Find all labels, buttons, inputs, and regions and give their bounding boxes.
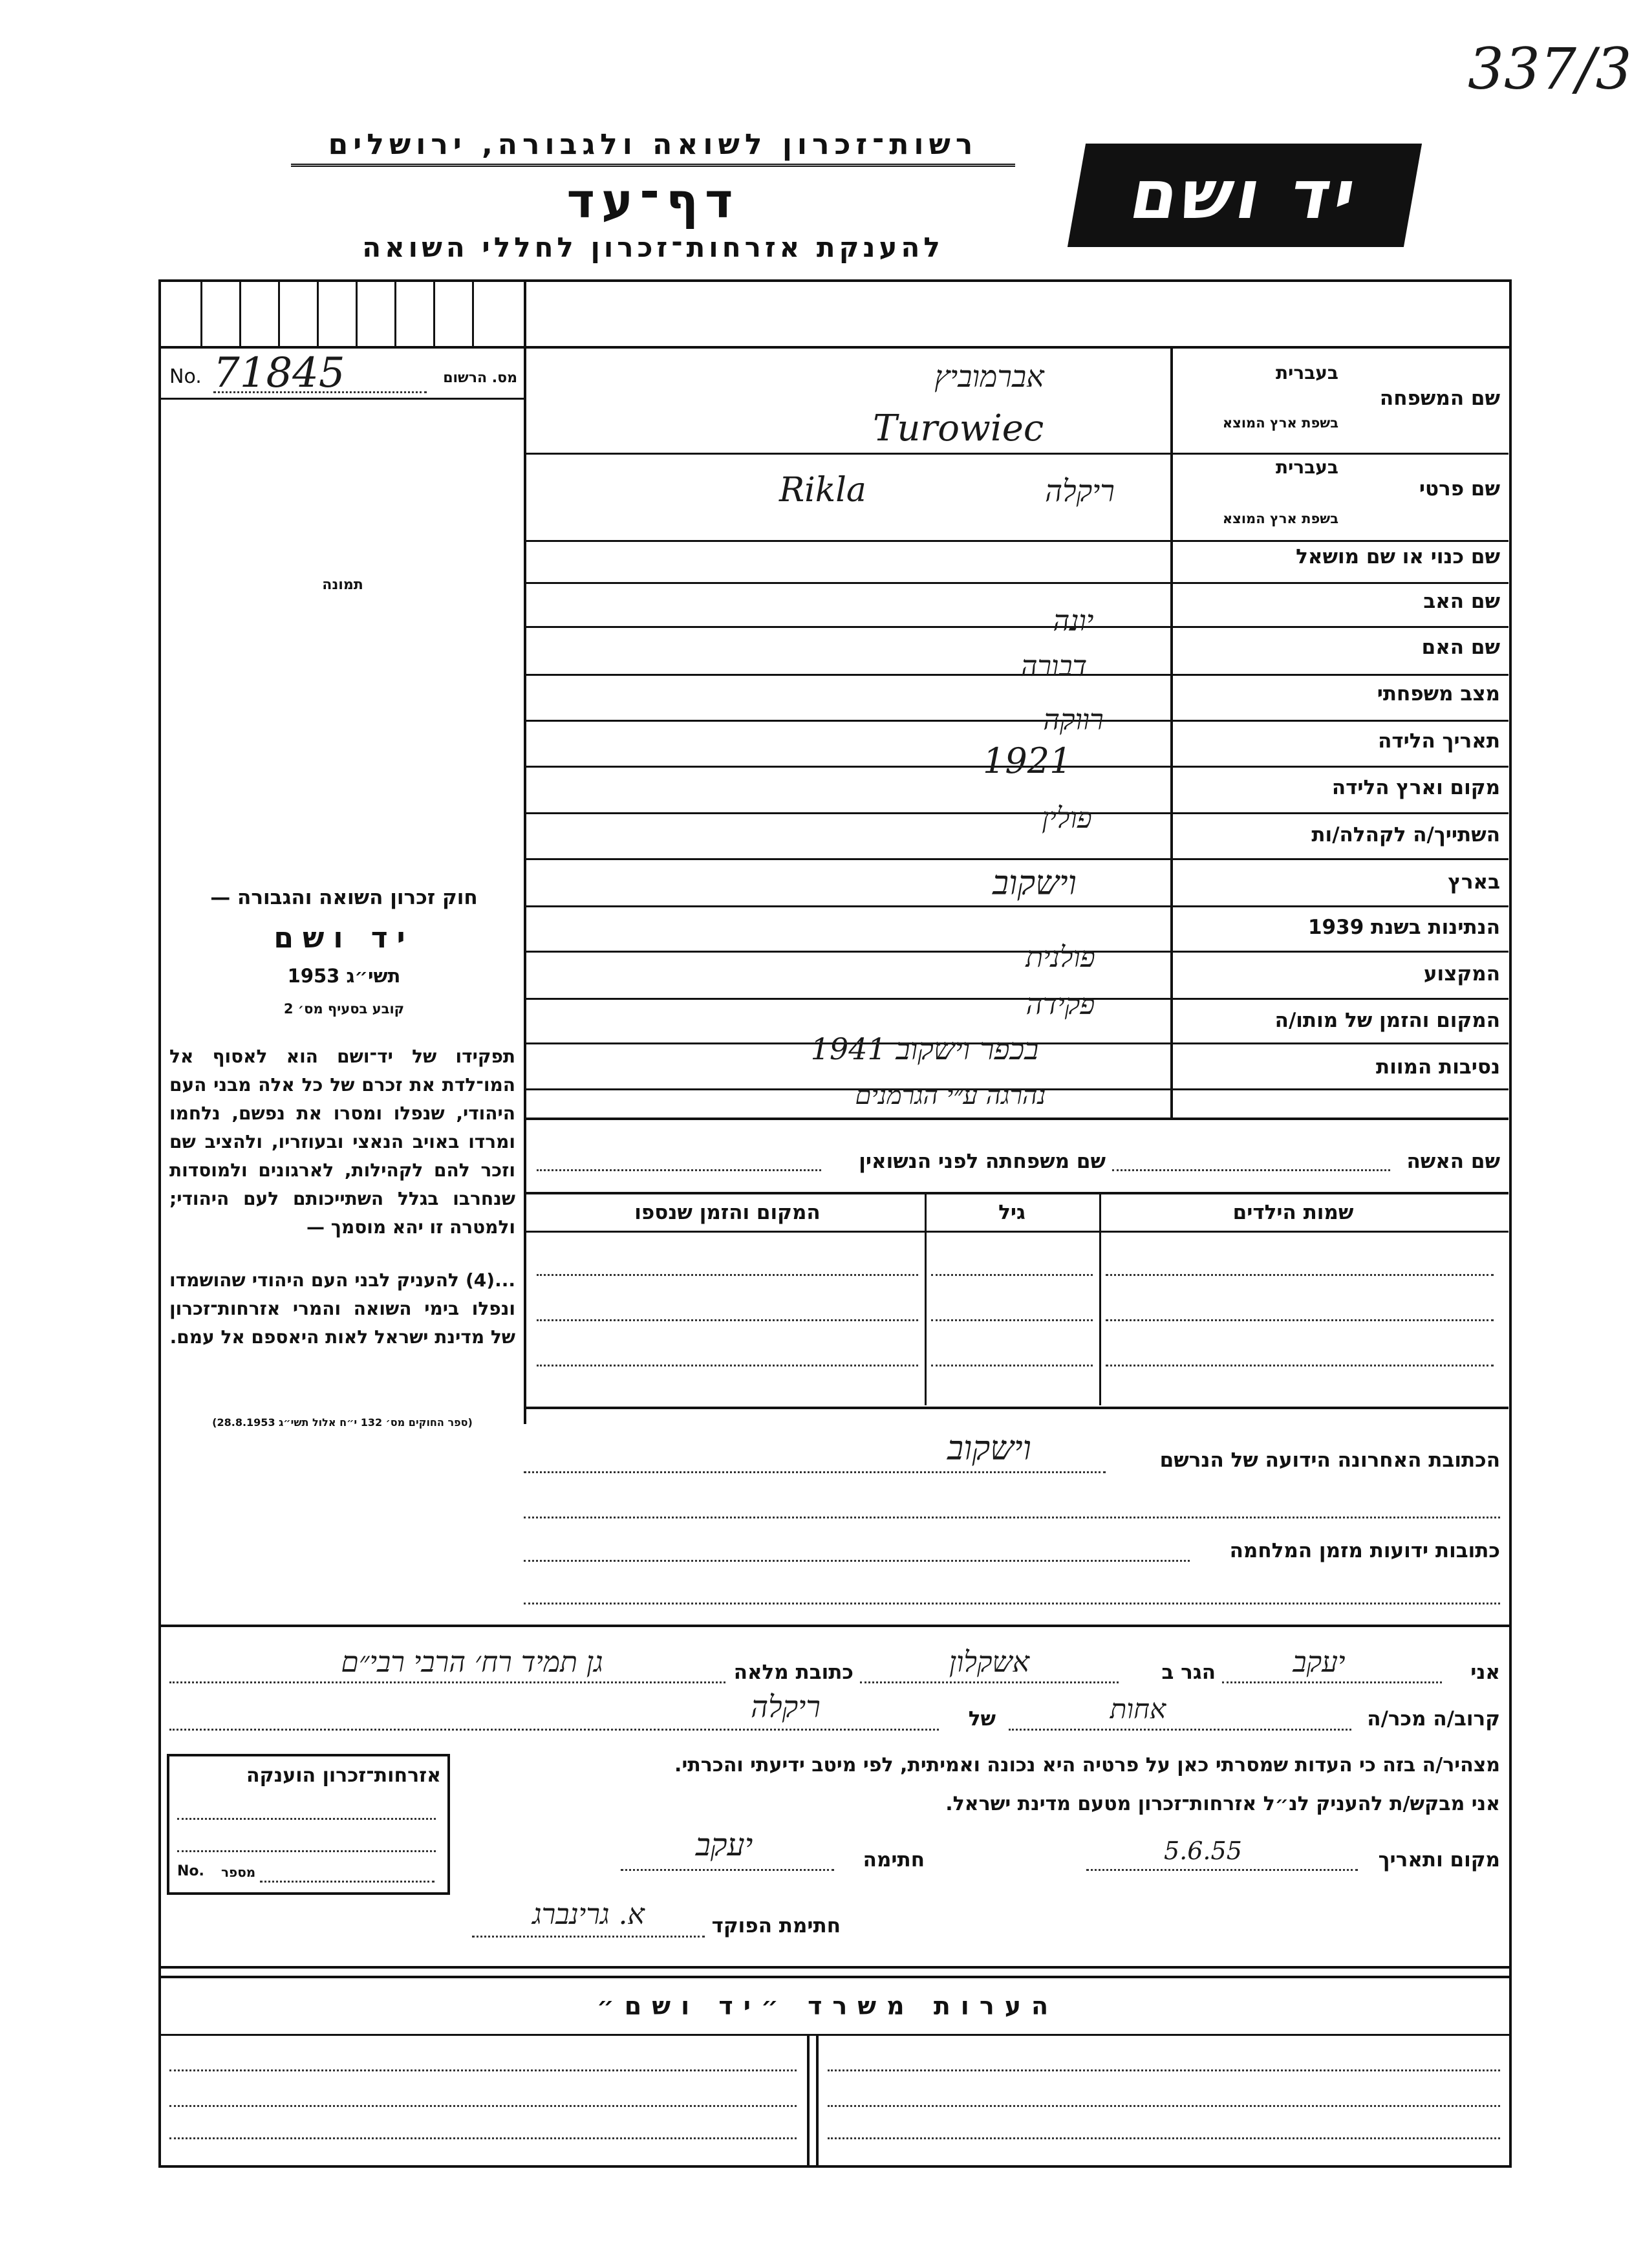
community-label: השתייך/ה לקהלה/ות xyxy=(1311,823,1500,847)
reg-cell-divider-2 xyxy=(239,279,241,346)
marital-status-label: מצב משפחתי xyxy=(1377,682,1500,706)
full-address-value: גן תמיד רח׳ הרבי רבי״ם xyxy=(341,1646,603,1679)
children-row-dots-3 xyxy=(1106,1274,1494,1276)
father-name-label: שם האב xyxy=(1423,590,1500,613)
field-label-divider xyxy=(1170,346,1173,1119)
death-circumstances-value: נהרגה ע״י הגרמנים xyxy=(855,1081,1046,1110)
registration-no-label: No. xyxy=(169,365,202,388)
children-death-header: המקום והזמן שנספו xyxy=(634,1201,821,1224)
declaration-top-line xyxy=(158,1625,1510,1627)
row-line-1 xyxy=(524,453,1509,455)
row-line-10 xyxy=(524,905,1509,907)
children-row-dots-5 xyxy=(931,1319,1093,1321)
children-table-header-line xyxy=(524,1231,1509,1233)
relative-dots xyxy=(1009,1729,1351,1731)
left-column-divider xyxy=(524,279,526,1424)
nationality-value: פולנית xyxy=(1025,941,1095,974)
law-name: יד ושם xyxy=(274,922,414,955)
children-table-bottom xyxy=(524,1407,1509,1409)
row-line-9 xyxy=(524,858,1509,860)
last-address-dots-2 xyxy=(524,1517,1500,1518)
office-notes-top-line-2 xyxy=(158,1976,1510,1978)
nickname-label: שם כנוי או שם מושאל xyxy=(1296,545,1500,568)
declaration-request: אני מבקש/ת להעניק לנ״ל אזרחות־זכרון מטעם מדינת ישראל. xyxy=(945,1793,1500,1815)
top-row-divider xyxy=(158,346,1510,349)
birth-date-value: 1921 xyxy=(983,740,1072,781)
place-date-label: מקום ותאריך xyxy=(1378,1848,1500,1872)
citizenship-box xyxy=(167,1754,450,1895)
law-title: חוק זכרון השואה והגבורה — xyxy=(210,886,478,909)
place-date-value: 5.6.55 xyxy=(1164,1837,1242,1865)
registration-dots xyxy=(213,391,427,393)
resident-value: אשקלון xyxy=(949,1646,1030,1679)
community-value: וישקוב xyxy=(993,864,1077,903)
reg-cell-divider-7 xyxy=(433,279,435,346)
maiden-name-dots xyxy=(537,1169,821,1171)
notes-dots-l1 xyxy=(169,2069,797,2071)
law-paragraph-1: תפקידו של יד־ושם הוא לאסוף אל המו־לדת את זכרם של כל אלה מבני העם היהודי, שנפלו ומסרו את נפשם, נלחמו ומרדו באויב הנאצי ובעוזריו, ולהציב שם וזכר להם לקהילות, לארגונים ולמוסדות שנחרבו בגלל השתייכותם לעם היהודי; ולמטרה זו יהא מוסמך — xyxy=(169,1046,515,1238)
officer-signature-value: א. גרינברג xyxy=(532,1898,645,1931)
birth-date-label: תאריך הלידה xyxy=(1378,729,1500,753)
wartime-dots-1 xyxy=(524,1560,1190,1562)
row-line-3 xyxy=(524,582,1509,584)
children-col-divider-2 xyxy=(1099,1192,1101,1405)
signature-label: חתימה xyxy=(863,1848,925,1872)
wife-name-label: שם האשה xyxy=(1406,1150,1500,1173)
notes-dots-r2 xyxy=(828,2105,1500,2107)
profession-value: פקידה xyxy=(1025,988,1095,1021)
registration-underline xyxy=(158,398,526,400)
first-name-origin-value: Rikla xyxy=(779,471,866,510)
mother-name-label: שם האם xyxy=(1421,636,1500,659)
resident-label: הגר ב xyxy=(1161,1661,1216,1684)
row-line-15 xyxy=(524,1118,1509,1120)
wartime-dots-2 xyxy=(524,1603,1500,1604)
declarant-i-label: אני xyxy=(1470,1661,1500,1684)
citizenship-no-label: No. xyxy=(177,1863,204,1879)
of-value: ריקלה xyxy=(751,1689,821,1724)
death-place-time-value: בכפר וישקוב 1941 xyxy=(810,1031,1039,1066)
family-name-origin-label: בשפת ארץ המוצא xyxy=(1222,415,1338,431)
office-notes-title: הערות משרד ״יד ושם״ xyxy=(596,1992,1059,2020)
declarant-i-dots xyxy=(1222,1681,1442,1683)
nationality-label: הנתינות בשנת 1939 xyxy=(1307,916,1500,939)
law-year: תשי״ג 1953 xyxy=(287,965,401,987)
full-address-label: כתובת מלאה xyxy=(733,1661,854,1684)
full-address-dots xyxy=(169,1681,725,1683)
children-row-dots-8 xyxy=(931,1365,1093,1366)
of-dots xyxy=(169,1729,939,1731)
family-name-origin-value: Turowiec xyxy=(873,407,1044,449)
reg-cell-divider-8 xyxy=(472,279,474,346)
authority-title: רשות־זכרון לשואה ולגבורה, ירושלים xyxy=(291,128,1015,167)
citizenship-number-label: מספר xyxy=(221,1864,256,1880)
children-row-dots-2 xyxy=(931,1274,1093,1276)
birthplace-label: מקום וארץ הלידה xyxy=(1331,776,1500,799)
notes-dots-l3 xyxy=(169,2137,797,2139)
profession-label: המקצוע xyxy=(1423,962,1500,986)
wartime-addresses-label: כתובות ידועות מזמן המלחמה xyxy=(1229,1539,1500,1562)
birthplace-value: פולין xyxy=(1042,802,1092,835)
officer-signature-label: חתימת הפוקד xyxy=(711,1914,841,1938)
corner-number: 337/3 xyxy=(1468,36,1632,102)
children-row-dots-4 xyxy=(537,1319,918,1321)
children-row-dots-6 xyxy=(1106,1319,1494,1321)
death-circumstances-label: נסיבות המוות xyxy=(1376,1055,1500,1079)
signature-dots xyxy=(621,1869,834,1871)
mother-name-value: דבורה xyxy=(1020,650,1088,683)
signature-value: יעקב xyxy=(695,1827,753,1863)
last-address-dots xyxy=(524,1471,1106,1473)
relative-value: אחות xyxy=(1110,1693,1166,1725)
citizenship-number-dots xyxy=(260,1881,435,1883)
form-title: דף־עד xyxy=(566,173,740,229)
children-table-top xyxy=(524,1192,1509,1194)
children-col-divider-1 xyxy=(925,1192,927,1405)
reg-cell-divider-4 xyxy=(317,279,319,346)
declaration-statement: מצהיר/ה בזה כי העדות שמסרתי כאן על פרטיה היא נכונה ואמיתית, לפי מיטב ידיעתי והכרתי. xyxy=(674,1754,1500,1777)
officer-signature-dots xyxy=(472,1936,705,1938)
citizenship-dots-1 xyxy=(177,1818,436,1820)
office-notes-top-line xyxy=(158,1966,1510,1969)
reg-cell-divider-6 xyxy=(394,279,396,346)
children-row-dots-7 xyxy=(537,1365,918,1366)
death-place-time-label: המקום והזמן של מותו/ה xyxy=(1274,1009,1500,1032)
form-subtitle: להענקת אזרחות־זכרון לחללי השואה xyxy=(362,232,944,263)
family-name-hebrew-label: בעברית xyxy=(1275,362,1338,383)
first-name-hebrew-label: בעברית xyxy=(1275,457,1338,478)
registration-number: 71845 xyxy=(213,349,345,397)
first-name-hebrew-value: ריקלה xyxy=(1045,473,1115,508)
yad-vashem-logo xyxy=(1068,144,1422,247)
wife-name-dots xyxy=(1112,1169,1390,1171)
family-name-hebrew-value: אברמוביץ xyxy=(934,359,1044,394)
declarant-i-value: יעקב xyxy=(1293,1646,1346,1679)
children-row-dots-9 xyxy=(1106,1365,1494,1366)
reg-cell-divider-3 xyxy=(278,279,280,346)
family-name-label: שם המשפחה xyxy=(1379,387,1500,410)
office-notes-divider-2 xyxy=(816,2036,819,2165)
place-date-dots xyxy=(1086,1869,1358,1871)
maiden-name-label: שם משפחתה לפני הנשואין xyxy=(859,1150,1106,1173)
of-label: של xyxy=(968,1707,996,1731)
children-row-dots-1 xyxy=(537,1274,918,1276)
citizenship-box-title: אזרחות־זכרון הוענקה xyxy=(246,1764,441,1787)
notes-dots-r3 xyxy=(828,2137,1500,2139)
last-address-value: וישקוב xyxy=(947,1429,1031,1468)
first-name-origin-label: בשפת ארץ המוצא xyxy=(1222,511,1338,526)
notes-dots-r1 xyxy=(828,2069,1500,2071)
marital-status-value: רווקה xyxy=(1043,704,1104,737)
office-notes-header-line xyxy=(158,2034,1510,2036)
country-label: בארץ xyxy=(1448,870,1500,894)
photo-label: תמונה xyxy=(322,577,363,593)
reg-cell-divider-5 xyxy=(356,279,358,346)
father-name-value: יונה xyxy=(1053,605,1094,638)
office-notes-divider-1 xyxy=(807,2036,810,2165)
logo-text: יד ושם xyxy=(1124,155,1366,234)
law-paragraph-2: ...(4) להעניק לבני העם היהודי שהושמדו ונפלו בימי השואה והמרי אזרחות־זכרון של מדינת ישראל לאות היאספם אל עמם. xyxy=(169,1269,515,1348)
relative-label: קרוב/ה מכר/ה xyxy=(1367,1707,1500,1731)
first-name-label: שם פרטי xyxy=(1419,477,1500,501)
notes-dots-l2 xyxy=(169,2105,797,2107)
resident-dots xyxy=(860,1681,1119,1683)
row-line-2 xyxy=(524,540,1509,542)
reg-cell-divider-1 xyxy=(200,279,202,346)
last-address-label: הכתובת האחרונה הידועה של הנרשם xyxy=(1159,1449,1500,1472)
citizenship-dots-2 xyxy=(177,1850,436,1852)
children-age-header: גיל xyxy=(998,1201,1025,1224)
law-clause: קובע בסעיף מס׳ 2 xyxy=(283,1001,405,1017)
registration-label: מס. הרשום xyxy=(443,370,517,386)
children-names-header: שמות הילדים xyxy=(1232,1201,1354,1224)
law-reference: (ספר החוקים מס׳ 132 י״ח אלול תשי״ג 28.8.1953) xyxy=(212,1416,473,1429)
